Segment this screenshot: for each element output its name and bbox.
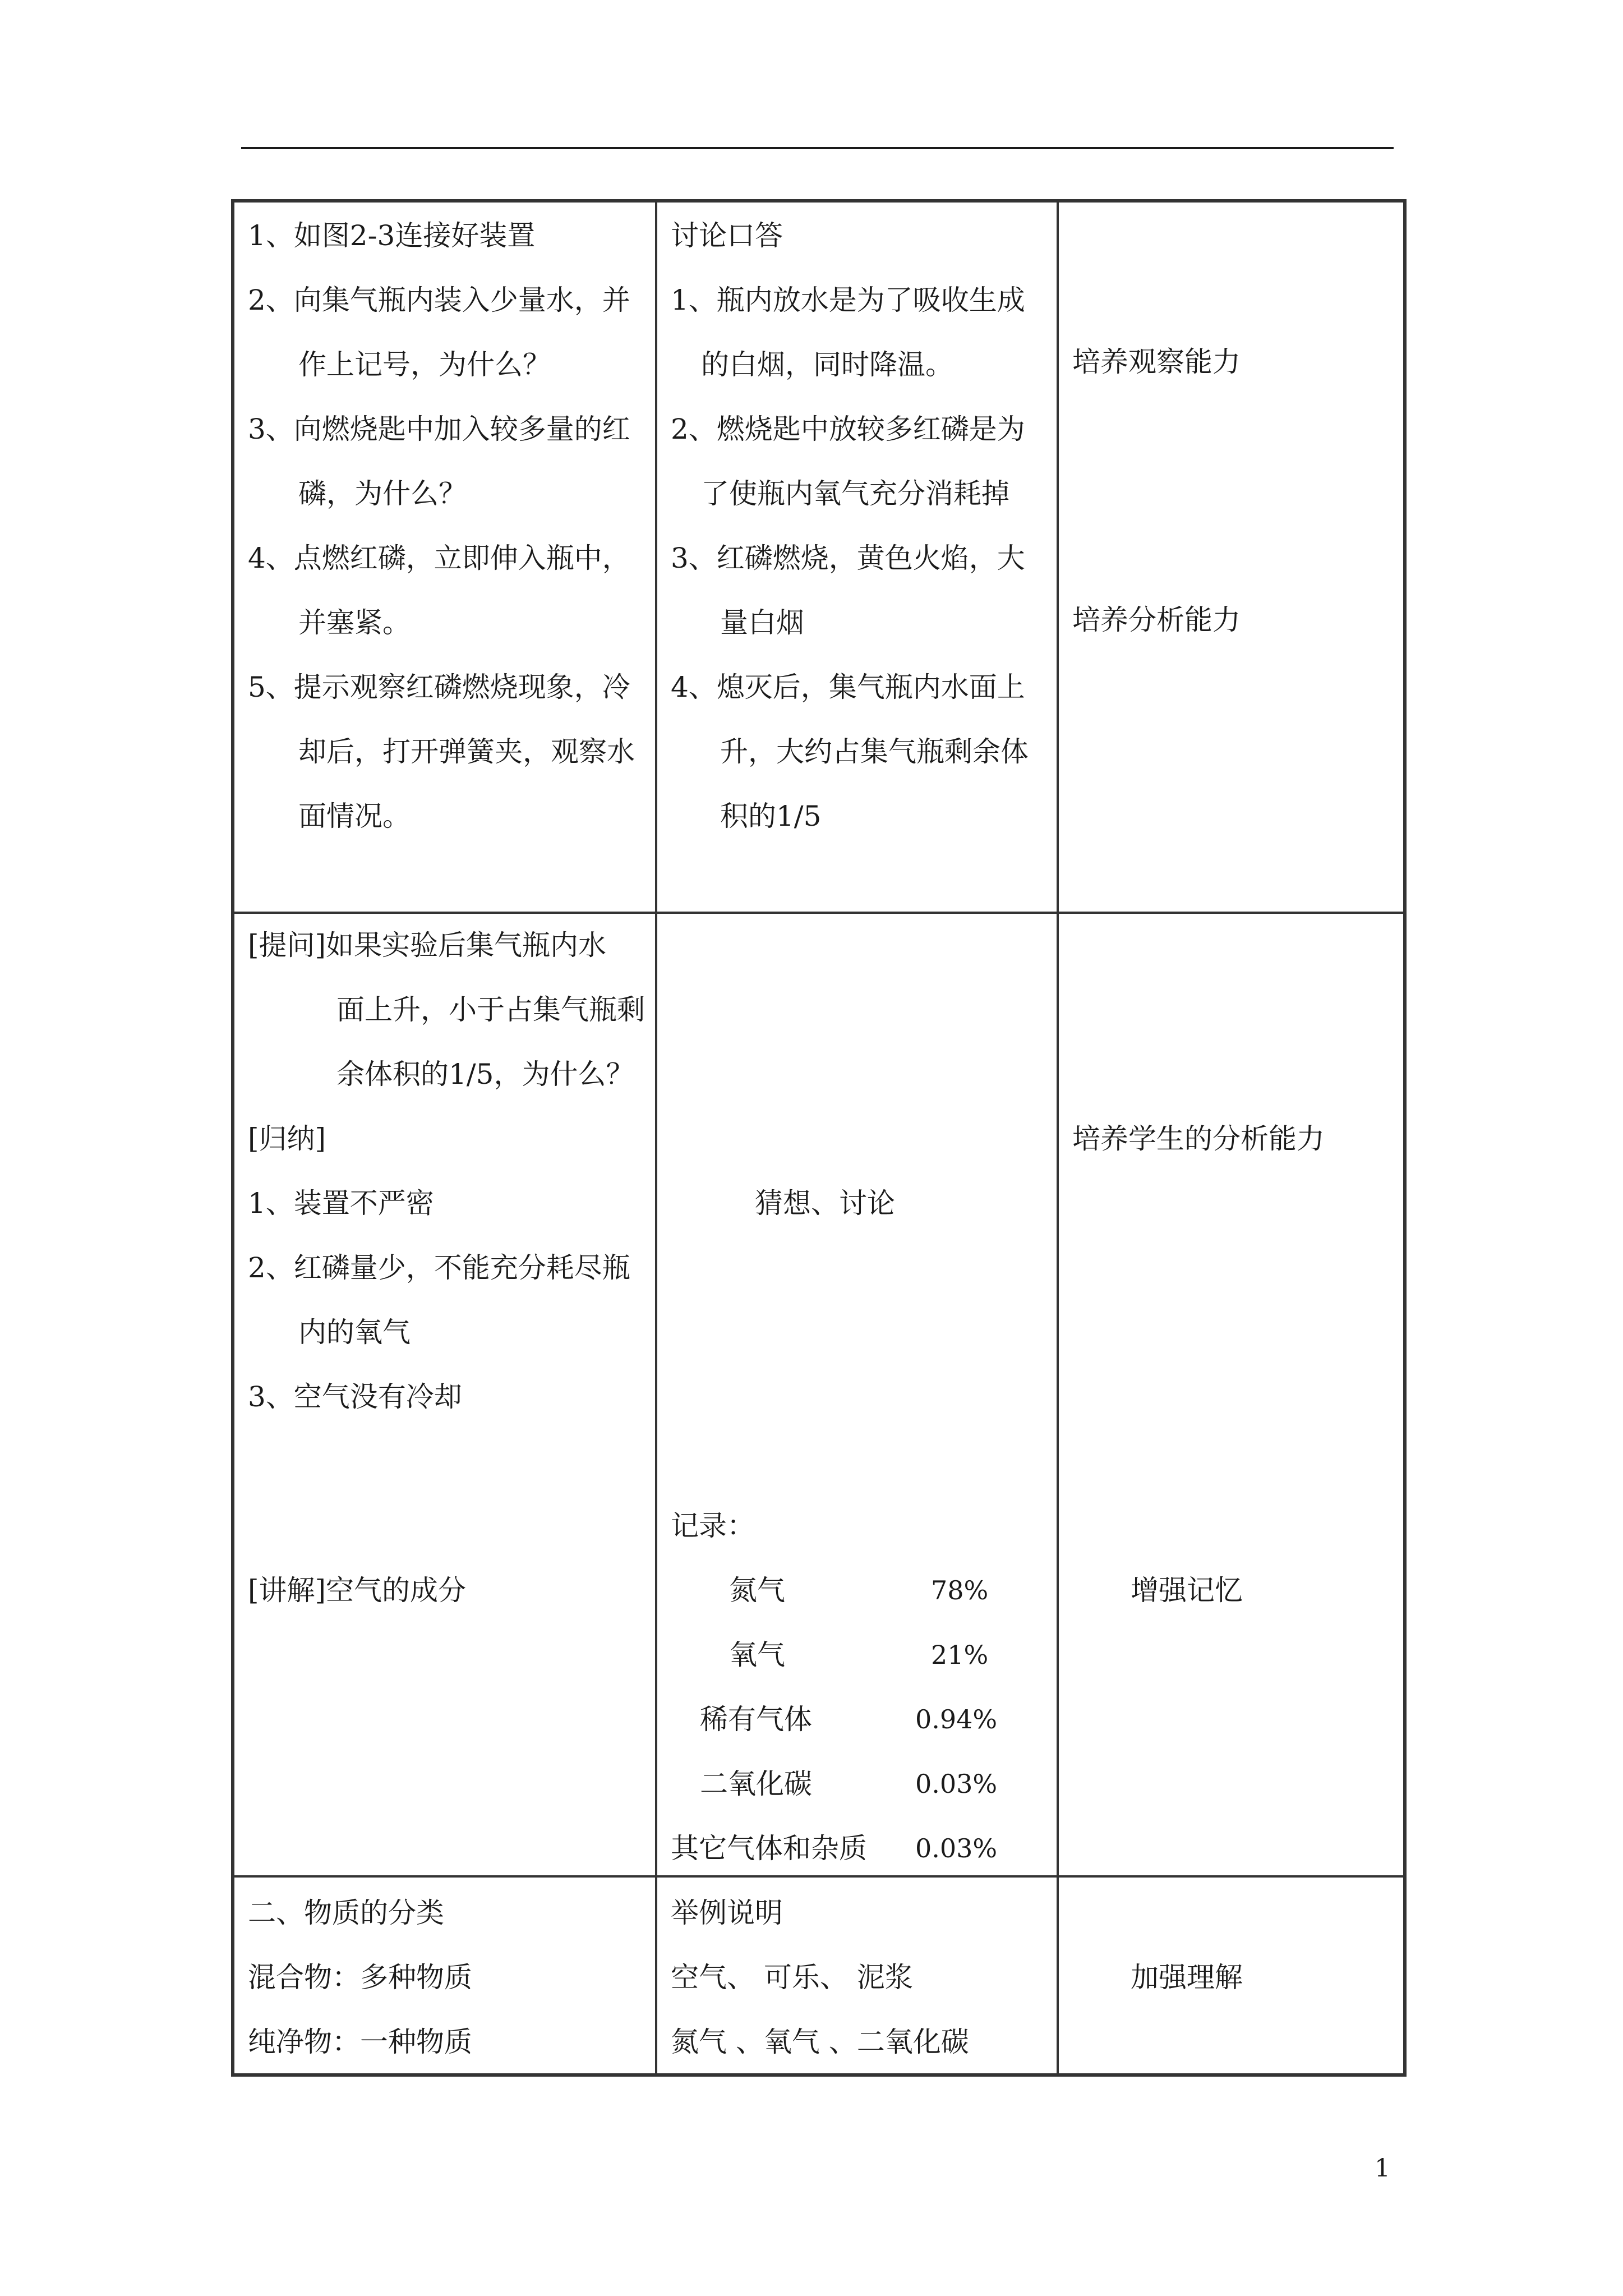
row3-col1-line: 二、物质的分类: [248, 1897, 444, 1929]
gas-percent: 21%: [931, 1640, 989, 1670]
gas-name: 氮气: [729, 1574, 785, 1607]
row2-col1-line: 3、空气没有冷却: [248, 1381, 462, 1413]
row1-col1-line: 4、点燃红磷，立即伸入瓶中，: [248, 542, 630, 574]
row2-col1-line: 余体积的1/5，为什么？: [336, 1058, 634, 1091]
row2-col1-line: [归纳]: [248, 1122, 326, 1155]
row1-col2-line: 讨论口答: [671, 219, 783, 252]
row1-col2-line: 3、红磷燃烧，黄色火焰，大: [671, 542, 1025, 574]
row1-col1-line: 并塞紧。: [298, 606, 411, 639]
row2-col1-line: 面上升，小于占集气瓶剩: [336, 993, 645, 1026]
row1-col1-line: 3、向燃烧匙中加入较多量的红: [248, 413, 630, 445]
column-divider-1: [655, 203, 657, 2073]
gas-name: 其它气体和杂质: [671, 1832, 867, 1865]
row2-col1-line: [讲解]空气的成分: [248, 1574, 467, 1607]
row3-col2-line: 氮气 、氧气 、二氧化碳: [671, 2026, 969, 2058]
row3-col3-note: 加强理解: [1131, 1961, 1243, 1994]
row3-col2-line: 举例说明: [671, 1897, 783, 1929]
gas-percent: 0.03%: [915, 1833, 998, 1864]
row1-col1-line: 磷，为什么？: [298, 477, 467, 510]
row-divider-1: [234, 912, 1403, 914]
row1-col3-note: 培养分析能力: [1072, 604, 1241, 636]
gas-name: 氧气: [729, 1639, 785, 1671]
gas-percent: 78%: [931, 1575, 989, 1605]
row1-col2-line: 升，大约占集气瓶剩余体: [720, 735, 1029, 768]
row1-col1-line: 2、向集气瓶内装入少量水，并: [248, 284, 630, 316]
row1-col2-line: 积的1/5: [720, 800, 822, 832]
row2-col1-line: 内的氧气: [298, 1316, 411, 1349]
gas-name: 稀有气体: [700, 1703, 812, 1736]
page-number: 1: [1375, 2154, 1390, 2183]
row3-col2-line: 空气、 可乐、 泥浆: [671, 1961, 913, 1994]
column-divider-2: [1057, 203, 1059, 2073]
row1-col1-line: 5、提示观察红磷燃烧现象，冷: [248, 671, 630, 703]
row1-col2-line: 1、瓶内放水是为了吸收生成: [671, 284, 1025, 316]
gas-percent: 0.03%: [915, 1769, 998, 1799]
gas-percent: 0.94%: [915, 1704, 998, 1734]
row1-col2-line: 了使瓶内氧气充分消耗掉: [701, 477, 1009, 510]
gas-name: 二氧化碳: [700, 1768, 812, 1800]
row1-col2-line: 2、燃烧匙中放较多红磷是为: [671, 413, 1025, 445]
row-divider-2: [234, 1875, 1403, 1878]
row2-col1-line: 1、装置不严密: [248, 1187, 434, 1220]
row1-col1-line: 1、如图2-3连接好装置: [248, 219, 536, 252]
row1-col1-line: 作上记号，为什么？: [298, 348, 551, 381]
header-rule: [241, 147, 1394, 149]
row1-col1-line: 面情况。: [298, 800, 411, 832]
row2-col2-guess: 猜想、讨论: [755, 1187, 895, 1220]
row2-col3-note: 增强记忆: [1131, 1574, 1243, 1607]
row2-col1-line: 2、红磷量少，不能充分耗尽瓶: [248, 1251, 630, 1284]
row1-col2-line: 的白烟，同时降温。: [701, 348, 953, 381]
row3-col1-line: 混合物：多种物质: [248, 1961, 472, 1994]
row1-col3-note: 培养观察能力: [1072, 346, 1241, 378]
row3-col1-line: 纯净物：一种物质: [248, 2026, 472, 2058]
row1-col2-line: 量白烟: [720, 606, 804, 639]
row1-col2-line: 4、熄灭后，集气瓶内水面上: [671, 671, 1025, 703]
row2-col1-line: [提问]如果实验后集气瓶内水: [248, 929, 607, 961]
row2-col3-note: 培养学生的分析能力: [1072, 1122, 1325, 1155]
row2-col2-record-label: 记录：: [671, 1510, 755, 1542]
row1-col1-line: 却后，打开弹簧夹，观察水: [298, 735, 635, 768]
